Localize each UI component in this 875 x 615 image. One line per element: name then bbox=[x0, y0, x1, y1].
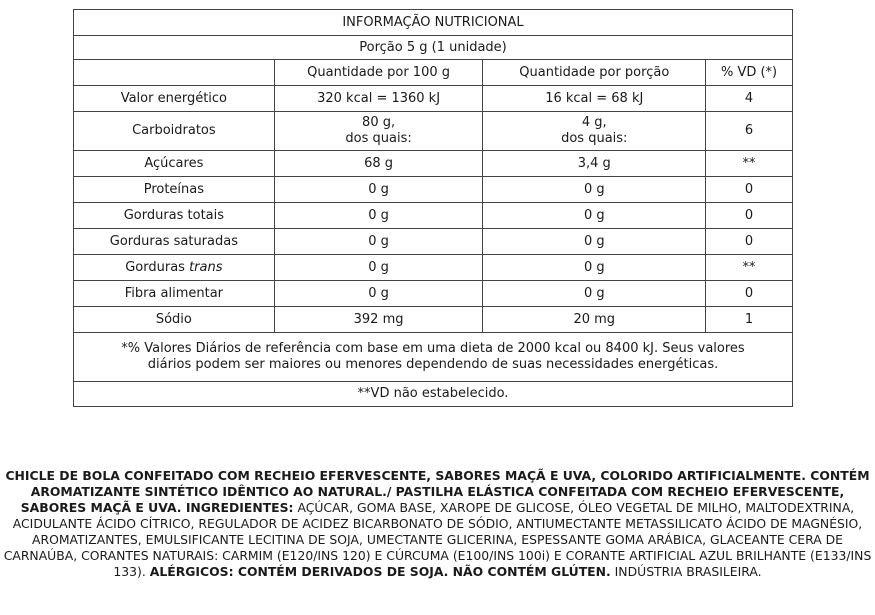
origin: INDÚSTRIA BRASILEIRA. bbox=[610, 564, 762, 579]
row-per-100g: 0 g bbox=[274, 281, 483, 307]
row-per-100g: 0 g bbox=[274, 255, 483, 281]
row-per-portion: 3,4 g bbox=[483, 151, 706, 177]
row-per-portion: 0 g bbox=[483, 281, 706, 307]
row-label: Fibra alimentar bbox=[74, 281, 275, 307]
label-text: Gorduras bbox=[125, 259, 185, 275]
value: 80 g, bbox=[362, 115, 396, 130]
row-per-portion: 0 g bbox=[483, 177, 706, 203]
table-row bbox=[74, 255, 793, 281]
header-per-100g: Quantidade por 100 g bbox=[274, 60, 483, 86]
table-row bbox=[74, 177, 793, 203]
row-per-portion: 0 g bbox=[483, 255, 706, 281]
row-label: Açúcares bbox=[74, 151, 275, 177]
row-vd: 0 bbox=[706, 229, 793, 255]
row-vd: 0 bbox=[706, 203, 793, 229]
row-per-100g bbox=[274, 112, 483, 151]
table-row bbox=[74, 203, 793, 229]
row-vd: 6 bbox=[706, 112, 793, 151]
row-per-100g: 0 g bbox=[274, 177, 483, 203]
vd-note: **VD não estabelecido. bbox=[74, 382, 793, 407]
row-label: Valor energético bbox=[74, 86, 275, 112]
row-vd: 4 bbox=[706, 86, 793, 112]
nutrition-table bbox=[73, 9, 793, 407]
row-label bbox=[74, 255, 275, 281]
row-vd: 0 bbox=[706, 281, 793, 307]
row-per-portion bbox=[483, 112, 706, 151]
row-per-portion: 0 g bbox=[483, 203, 706, 229]
table-row bbox=[74, 151, 793, 177]
row-per-100g: 392 mg bbox=[274, 307, 483, 333]
row-vd: ** bbox=[706, 255, 793, 281]
row-label: Gorduras saturadas bbox=[74, 229, 275, 255]
row-label: Proteínas bbox=[74, 177, 275, 203]
row-label: Carboidratos bbox=[74, 112, 275, 151]
row-per-100g: 68 g bbox=[274, 151, 483, 177]
row-label: Gorduras totais bbox=[74, 203, 275, 229]
row-per-portion: 0 g bbox=[483, 229, 706, 255]
row-vd: 1 bbox=[706, 307, 793, 333]
row-per-portion: 20 mg bbox=[483, 307, 706, 333]
row-per-100g: 320 kcal = 1360 kJ bbox=[274, 86, 483, 112]
header-per-portion: Quantidade por porção bbox=[483, 60, 706, 86]
row-per-100g: 0 g bbox=[274, 229, 483, 255]
allergens-warning: ALÉRGICOS: CONTÉM DERIVADOS DE SOJA. NÃO CONTÉM GLÚTEN. bbox=[149, 564, 611, 579]
header-empty bbox=[74, 60, 275, 86]
row-per-portion: 16 kcal = 68 kJ bbox=[483, 86, 706, 112]
table-row bbox=[74, 281, 793, 307]
table-row bbox=[74, 112, 793, 151]
row-label: Sódio bbox=[74, 307, 275, 333]
table-title: INFORMAÇÃO NUTRICIONAL bbox=[74, 10, 793, 36]
value-sub: dos quais: bbox=[345, 131, 412, 146]
value-sub: dos quais: bbox=[561, 131, 628, 146]
table-row bbox=[74, 229, 793, 255]
value: 4 g, bbox=[581, 115, 607, 130]
row-vd: ** bbox=[706, 151, 793, 177]
table-row bbox=[74, 307, 793, 333]
row-per-100g: 0 g bbox=[274, 203, 483, 229]
label-italic: trans bbox=[189, 259, 223, 275]
ingredients-text bbox=[0, 468, 875, 580]
footnote bbox=[74, 333, 793, 382]
footnote-line-2: diários podem ser maiores ou menores dependendo de suas necessidades energéticas. bbox=[147, 357, 719, 372]
header-vd: % VD (*) bbox=[706, 60, 793, 86]
row-vd: 0 bbox=[706, 177, 793, 203]
table-row bbox=[74, 86, 793, 112]
footnote-line-1: *% Valores Diários de referência com base em uma dieta de 2000 kcal ou 8400 kJ. Seus valores bbox=[121, 341, 745, 356]
portion-size: Porção 5 g (1 unidade) bbox=[74, 36, 793, 60]
product-description: CHICLE DE BOLA CONFEITADO COM RECHEIO EFERVESCENTE, SABORES MAÇÃ E UVA, COLORIDO ARTIFICIALMENTE. CONTÉM AROMATIZANTE SINTÉTICO IDÊNTICO AO NATURAL./ PASTILHA ELÁSTICA CONFEITADA COM RECHEIO EFERVESCENTE, SABORES MAÇÃ E UVA. INGREDIENTES: bbox=[5, 468, 870, 515]
ingredients-list: AÇÚCAR, GOMA BASE, XAROPE DE GLICOSE, ÓLEO VEGETAL DE MILHO, MALTODEXTRINA, ACIDULANTE ÁCIDO CÍTRICO, REGULADOR DE ACIDEZ BICARBONATO DE SÓDIO, ANTIUMECTANTE METASSILICATO ÁCIDO DE MAGNÉSIO, AROMATIZANTES, EMULSIFICANTE LECITINA DE SOJA, UMECTANTE GLICERINA, ESPESSANTE GOMA ARÁBICA, GLACEANTE CERA DE CARNAÚBA, CORANTES NATURAIS: CARMIM (E120/INS 120) E CÚRCUMA (E100/INS 100i) E CORANTE ARTIFICIAL AZUL BRILHANTE (E133/INS 133). bbox=[3, 500, 872, 579]
